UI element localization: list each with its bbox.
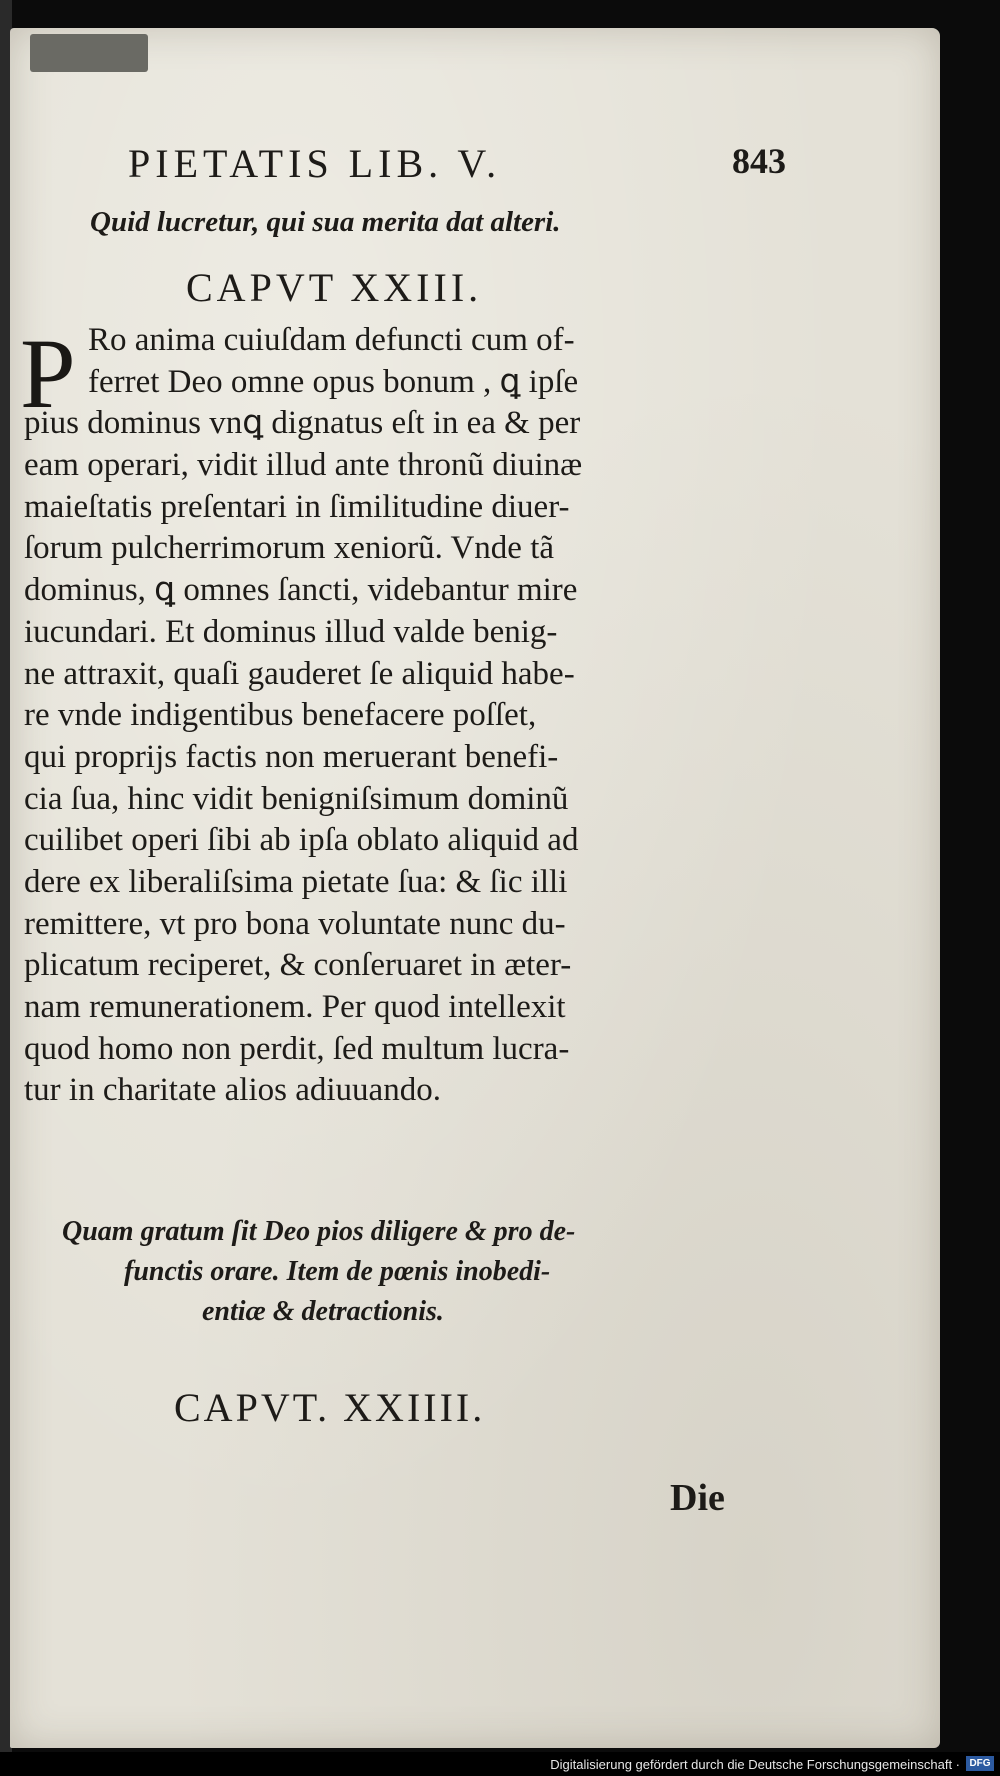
summary-line: functis orare. Item de pœnis inobedi- — [124, 1256, 551, 1287]
body-line: eam operari, vidit illud ante thronũ diuinæ — [24, 447, 583, 484]
body-line: Ro anima cuiuſdam defuncti cum of- — [88, 322, 575, 358]
body-line: quod homo non perdit, ſed multum lucra- — [24, 1030, 570, 1067]
body-line: re vnde indigentibus benefacere poſſet, — [24, 697, 537, 734]
chapter-body — [24, 320, 734, 1112]
body-line: ſorum pulcherrimorum xeniorũ. Vnde tã — [24, 530, 555, 567]
dfg-logo-icon: DFG — [966, 1756, 994, 1771]
footer-credit: Digitalisierung gefördert durch die Deutsche Forschungsgemeinschaft · — [550, 1757, 960, 1772]
body-line: tur in charitate alios adiuuando. — [24, 1072, 441, 1109]
body-line: remittere, vt pro bona voluntate nunc du- — [24, 905, 566, 942]
body-line: pius dominus vnꝗ dignatus eſt in ea & per — [24, 405, 581, 442]
body-line: dominus, ꝗ omnes ſancti, videbantur mire — [24, 572, 578, 609]
chapter-title-2: CAPVT. XXIIII. — [174, 1385, 486, 1430]
chapter-summary: Quid lucretur, qui sua merita dat alteri. — [90, 206, 561, 238]
book-page — [10, 28, 940, 1748]
body-line: cuilibet operi ſibi ab ipſa oblato aliquid ad — [24, 822, 579, 859]
body-line: ne attraxit, quaſi gauderet ſe aliquid habe- — [24, 655, 575, 692]
body-line: qui proprijs factis non meruerant benefi- — [24, 738, 559, 775]
chapter-summary-2 — [24, 1212, 744, 1332]
body-line: maieſtatis preſentari in ſimilitudine diuer- — [24, 488, 570, 525]
body-line: nam remunerationem. Per quod intellexit — [24, 989, 566, 1025]
body-line: ferret Deo omne opus bonum , ꝗ ipſe — [88, 363, 579, 400]
body-line: iucundari. Et dominus illud valde benig- — [24, 613, 558, 650]
body-line: cia ſua, hinc vidit benigniſsimum dominũ — [24, 780, 569, 817]
summary-line: Quam gratum ſit Deo pios diligere & pro de- — [62, 1216, 576, 1247]
body-line: dere ex liberaliſsima pietate ſua: & ſic illi — [24, 863, 568, 900]
chapter-title: CAPVT XXIII. — [186, 265, 483, 310]
page-tab — [30, 34, 148, 72]
summary-line: entiæ & detractionis. — [202, 1296, 444, 1327]
drop-initial: P — [20, 318, 76, 429]
page-number: 843 — [732, 141, 786, 181]
running-head: PIETATIS LIB. V. — [128, 141, 502, 186]
catchword: Die — [670, 1477, 725, 1519]
body-line: plicatum reciperet, & conſeruaret in æter- — [24, 947, 572, 984]
